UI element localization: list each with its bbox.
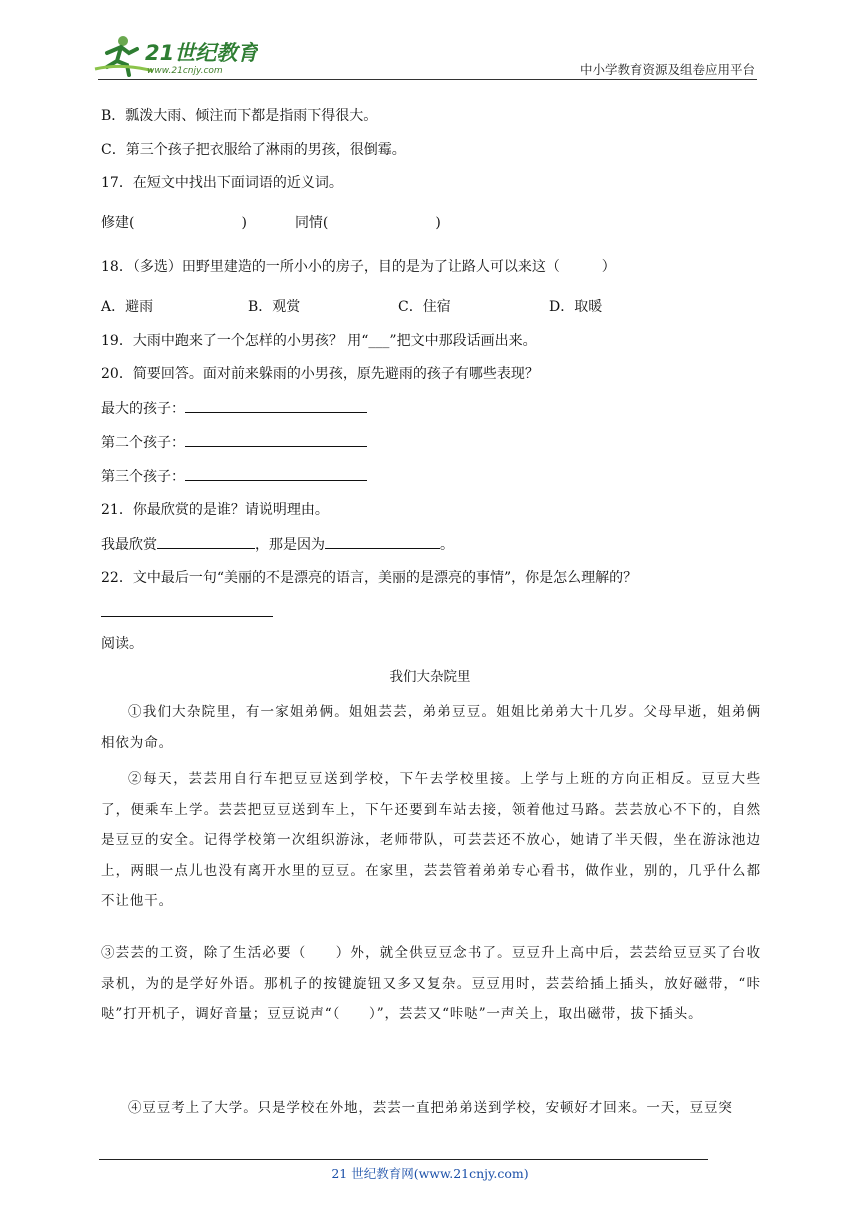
question-17: 17．在短文中找出下面词语的近义词。: [101, 175, 343, 191]
q17-word-b: 同情(: [294, 215, 329, 231]
logo-text: 21世纪教育: [145, 41, 258, 65]
article-paragraph-4: ④豆豆考上了大学。只是学校在外地，芸芸一直把弟弟送到学校，安顿好才回来。一天，豆豆突: [128, 1100, 733, 1116]
article-paragraph-1: ①我们大杂院里，有一家姐弟俩。姐姐芸芸，弟弟豆豆。姐姐比弟弟大十几岁。父母早逝，姐弟俩相依为命。: [101, 704, 761, 751]
q17-close-a: ): [241, 215, 247, 231]
reading-label: 阅读。: [101, 636, 143, 652]
q18-option-a: A．避雨: [101, 299, 154, 315]
underline-mark: ___: [368, 333, 390, 349]
header-divider: [98, 79, 757, 80]
q20-blank-b[interactable]: [185, 432, 367, 447]
footer-text: 21 世纪教育网(www.21cnjy.com): [331, 1166, 529, 1181]
q22-answer-line[interactable]: [101, 616, 273, 617]
question-22: 22．文中最后一句“美丽的不是漂亮的语言，美丽的是漂亮的事情”，你是怎么理解的？: [101, 570, 638, 586]
q20-blank-a[interactable]: [185, 398, 367, 413]
q20-answer-c: 第三个孩子：: [101, 466, 367, 487]
logo-url: www.21cnjy.com: [147, 66, 223, 76]
q21-answer: 我最欣赏 ，那是因为 。: [101, 534, 454, 555]
q20-blank-c[interactable]: [185, 466, 367, 481]
q21-blank-a[interactable]: [157, 534, 255, 549]
article-paragraph-2: ②每天，芸芸用自行车把豆豆送到学校，下午去学校里接。上学与上班的方向正相反。豆豆大些了，便乘车上学。芸芸把豆豆送到车上，下午还要到车站去接，领着他过马路。芸芸放心不下的，自然是豆豆的安全。记得学校第一次组织游泳，老师带队，可芸芸还不放心，她请了半天假，坐在游泳池边上，两眼一点儿也没有离开水里的豆豆。在家里，芸芸管着弟弟专心看书，做作业，别的，几乎什么都不让他干。: [101, 771, 761, 909]
question-18: 18．（多选）田野里建造的一所小小的房子，目的是为了让路人可以来这（ ）: [101, 259, 616, 275]
question-21: 21．你最欣赏的是谁？请说明理由。: [101, 502, 329, 518]
article-title: 我们大杂院里: [389, 669, 471, 685]
q17-answer-row: [101, 213, 441, 233]
q21-blank-b[interactable]: [325, 534, 440, 549]
q17-word-a: 修建(: [101, 215, 135, 231]
q20-answer-b: 第二个孩子：: [101, 432, 367, 453]
q18-option-b: B．观赏: [248, 299, 301, 315]
article-paragraph-3: ③芸芸的工资，除了生活必要（ ）外，就全供豆豆念书了。豆豆升上高中后，芸芸给豆豆买了台收录机，为的是学好外语。那机子的按键旋钮又多又复杂。豆豆用时，芸芸给插上插头，放好磁带，“咔哒”打开机子，调好音量；豆豆说声“（ ）”，芸芸又“咔哒”一声关上，取出磁带，拔下插头。: [101, 945, 761, 1022]
option-c: C．第三个孩子把衣服给了淋雨的男孩，很倒霉。: [101, 142, 406, 158]
question-19: 19．大雨中跑来了一个怎样的小男孩？ 用“___”把文中那段话画出来。: [101, 333, 537, 349]
brand-logo: [93, 33, 258, 79]
footer-divider: [99, 1159, 708, 1160]
q20-answer-a: 最大的孩子：: [101, 398, 367, 419]
header-platform-text: 中小学教育资源及组卷应用平台: [579, 62, 755, 77]
question-20: 20．简要回答。面对前来躲雨的小男孩，原先避雨的孩子有哪些表现？: [101, 366, 539, 382]
option-b: B．瓢泼大雨、倾注而下都是指雨下得很大。: [101, 108, 378, 124]
q18-option-c: C．住宿: [398, 299, 451, 315]
q18-option-d: D．取暖: [549, 299, 603, 315]
q17-close-b: ): [435, 215, 441, 231]
